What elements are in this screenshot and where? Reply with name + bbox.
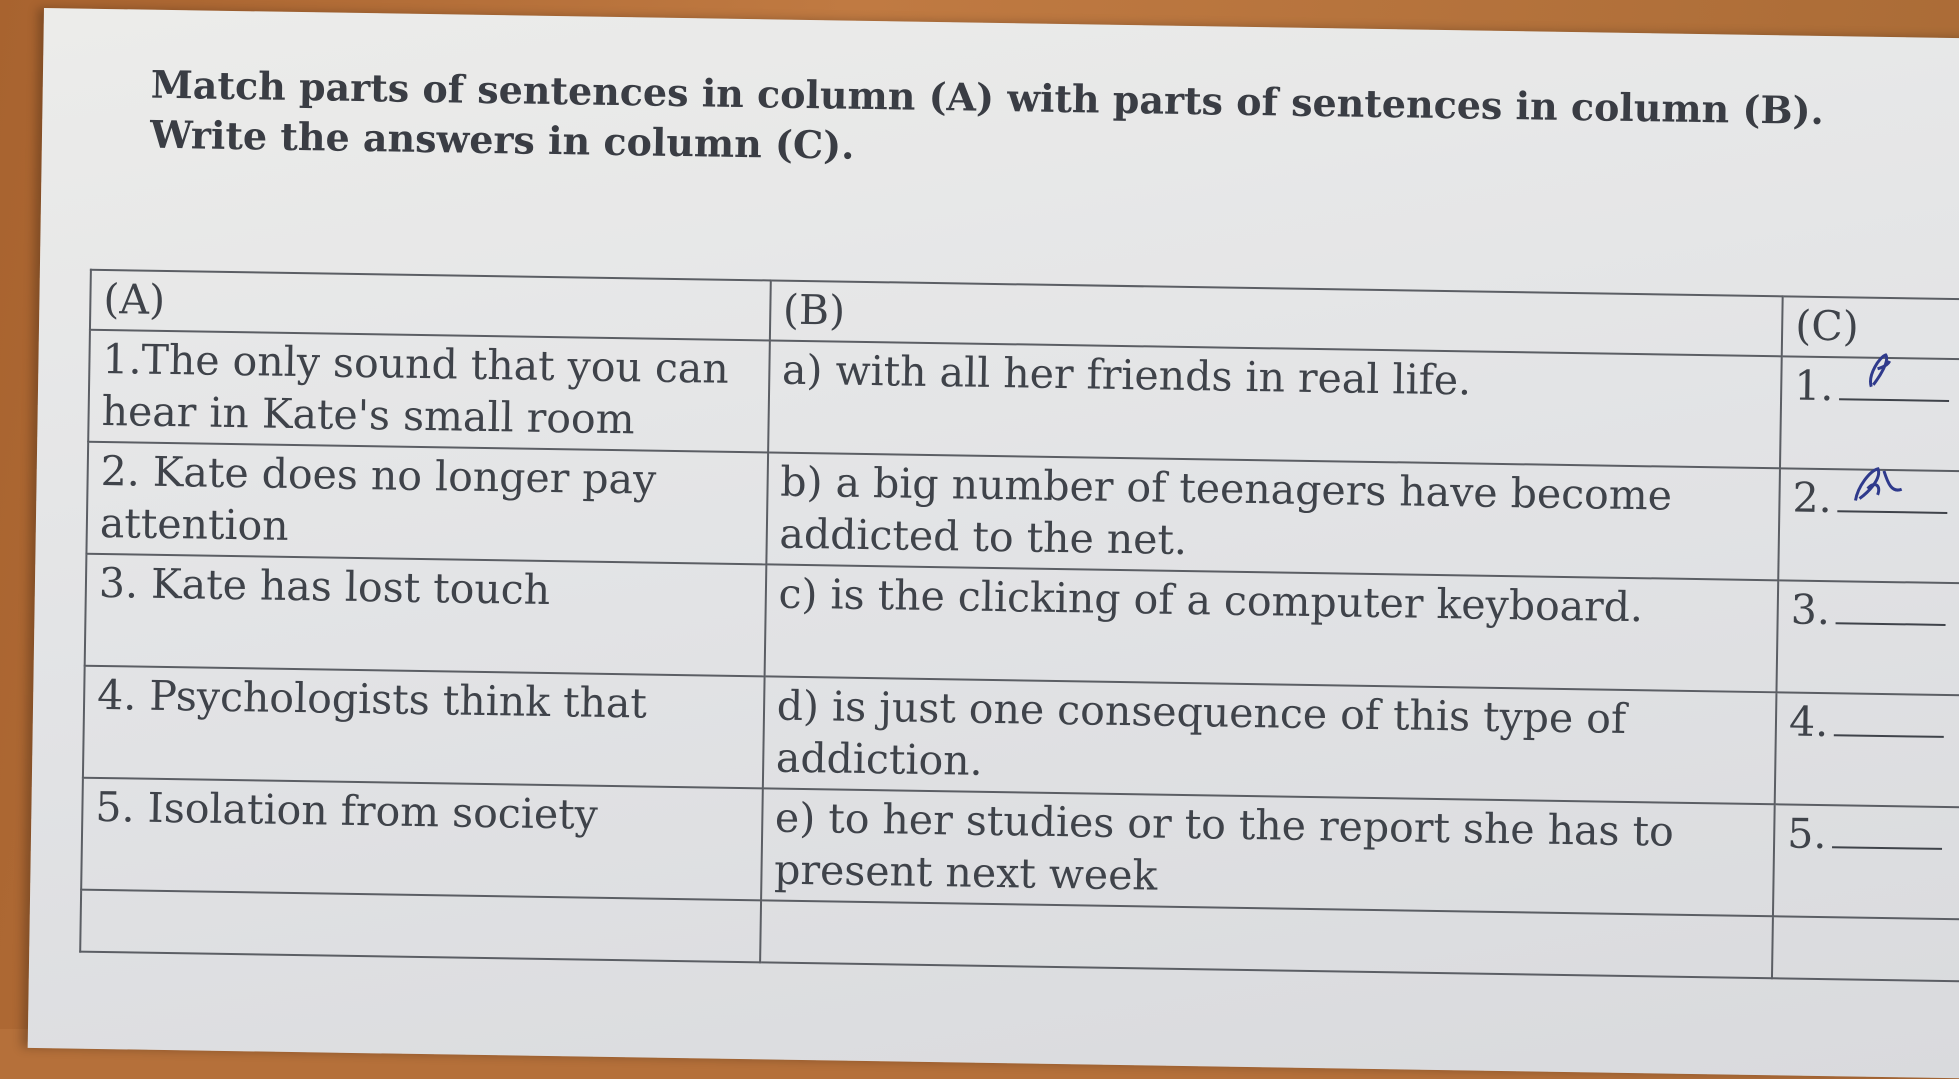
answer-number: 1. [1794,361,1834,411]
answer-blank[interactable] [1832,816,1942,850]
empty-cell [80,890,761,963]
column-c-cell [1775,692,1959,808]
column-b-cell: e) to her studies or to the report she has to present next week [761,788,1775,916]
answer-number: 5. [1786,809,1827,859]
column-c-header: (C) [1782,296,1959,360]
column-a-header: (A) [90,270,771,341]
column-c-cell [1777,580,1959,696]
column-a-cell: 1.The only sound that you can hear in Kate's small room [88,330,769,453]
column-a-cell: 2. Kate does no longer pay attention [86,442,767,565]
column-a-cell: 5. Isolation from society [81,778,762,901]
column-b-cell: d) is just one consequence of this type of addiction. [762,676,1776,804]
answer-number: 3. [1790,585,1831,635]
column-c-cell [1773,804,1959,920]
empty-cell [1772,916,1959,982]
column-b-cell: a) with all her friends in real life. [768,340,1782,468]
column-a-cell: 4. Psychologists think that [83,666,764,789]
instruction-text: Match parts of sentences in column (A) with parts of sentences in column (B). Write the answers in column (C). [149,61,1825,168]
answer-number: 2. [1792,473,1833,523]
column-c-cell [1780,356,1959,472]
column-b-cell: c) is the clicking of a computer keyboard. [764,564,1778,692]
column-c-cell [1778,468,1959,584]
answer-blank[interactable] [1836,592,1946,626]
answer-blank[interactable] [1839,368,1949,402]
column-b-cell: b) a big number of teenagers have become addicted to the net. [766,452,1780,580]
column-b-header: (B) [770,280,1783,356]
answer-blank[interactable] [1838,480,1948,514]
handwritten-mark-icon [1849,346,1910,397]
worksheet-paper [28,8,1959,1078]
handwritten-mark-icon [1848,458,1909,509]
answer-number: 4. [1788,697,1829,747]
matching-table [79,269,1959,983]
column-a-cell: 3. Kate has lost touch [85,554,766,677]
answer-blank[interactable] [1834,704,1944,738]
